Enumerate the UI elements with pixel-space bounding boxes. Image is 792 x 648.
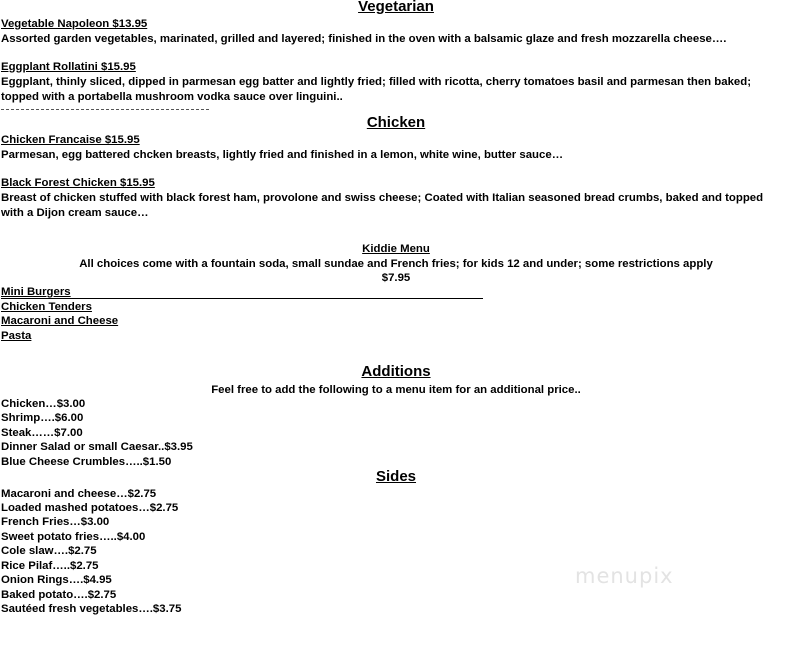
menu-item-description: with a Dijon cream sauce… — [1, 207, 149, 219]
menu-item-title: Chicken Francaise $15.95 — [1, 134, 140, 146]
menu-item-title: Black Forest Chicken $15.95 — [1, 177, 155, 189]
list-item: Chicken…$3.00 — [1, 398, 86, 410]
list-item: Blue Cheese Crumbles…..$1.50 — [1, 456, 172, 468]
menu-item-description: topped with a portabella mushroom vodka sauce over linguini.. — [1, 91, 343, 103]
list-item: Loaded mashed potatoes…$2.75 — [1, 502, 179, 514]
list-item: Rice Pilaf…..$2.75 — [1, 560, 99, 572]
list-item: Pasta — [1, 330, 32, 342]
menu-item-description: Parmesan, egg battered chcken breasts, lightly fried and finished in a lemon, white wine, butter sauce… — [1, 149, 564, 161]
list-item: Baked potato….$2.75 — [1, 589, 117, 601]
list-item: Onion Rings….$4.95 — [1, 574, 112, 586]
menu-item-description: Eggplant, thinly sliced, dipped in parmesan egg batter and lightly fried; filled with ricotta, cherry tomatoes basil and parmesan then baked; — [1, 76, 752, 88]
kiddie-menu-note: All choices come with a fountain soda, small sundae and French fries; for kids 12 and under; some restrictions apply — [79, 258, 713, 270]
chicken-heading: Chicken — [366, 114, 426, 131]
vegetarian-heading: Vegetarian — [358, 0, 434, 15]
list-item: Chicken Tenders — [1, 301, 92, 313]
menupix-watermark: menupix — [575, 564, 674, 588]
list-item: Mini Burgers — [1, 286, 71, 298]
divider — [1, 109, 209, 110]
list-item: Shrimp….$6.00 — [1, 412, 84, 424]
divider — [1, 298, 483, 299]
additions-note: Feel free to add the following to a menu item for an additional price.. — [211, 384, 581, 396]
additions-heading: Additions — [361, 363, 431, 380]
kiddie-menu-price: $7.95 — [381, 272, 411, 284]
list-item: Macaroni and cheese…$2.75 — [1, 488, 157, 500]
sides-heading: Sides — [375, 468, 417, 485]
list-item: Sautéed fresh vegetables….$3.75 — [1, 603, 182, 615]
list-item: Sweet potato fries…..$4.00 — [1, 531, 146, 543]
menu-item-description: Breast of chicken stuffed with black forest ham, provolone and swiss cheese; Coated with Italian seasoned bread crumbs, baked and topped — [1, 192, 764, 204]
kiddie-menu-heading: Kiddie Menu — [362, 243, 430, 255]
list-item: Steak……$7.00 — [1, 427, 83, 439]
list-item: French Fries…$3.00 — [1, 516, 110, 528]
menu-item-title: Eggplant Rollatini $15.95 — [1, 61, 136, 73]
menu-item-title: Vegetable Napoleon $13.95 — [1, 18, 148, 30]
list-item: Dinner Salad or small Caesar..$3.95 — [1, 441, 193, 453]
menu-item-description: Assorted garden vegetables, marinated, grilled and layered; finished in the oven with a balsamic glaze and fresh mozzarella cheese…. — [1, 33, 727, 45]
list-item: Cole slaw….$2.75 — [1, 545, 97, 557]
list-item: Macaroni and Cheese — [1, 315, 119, 327]
